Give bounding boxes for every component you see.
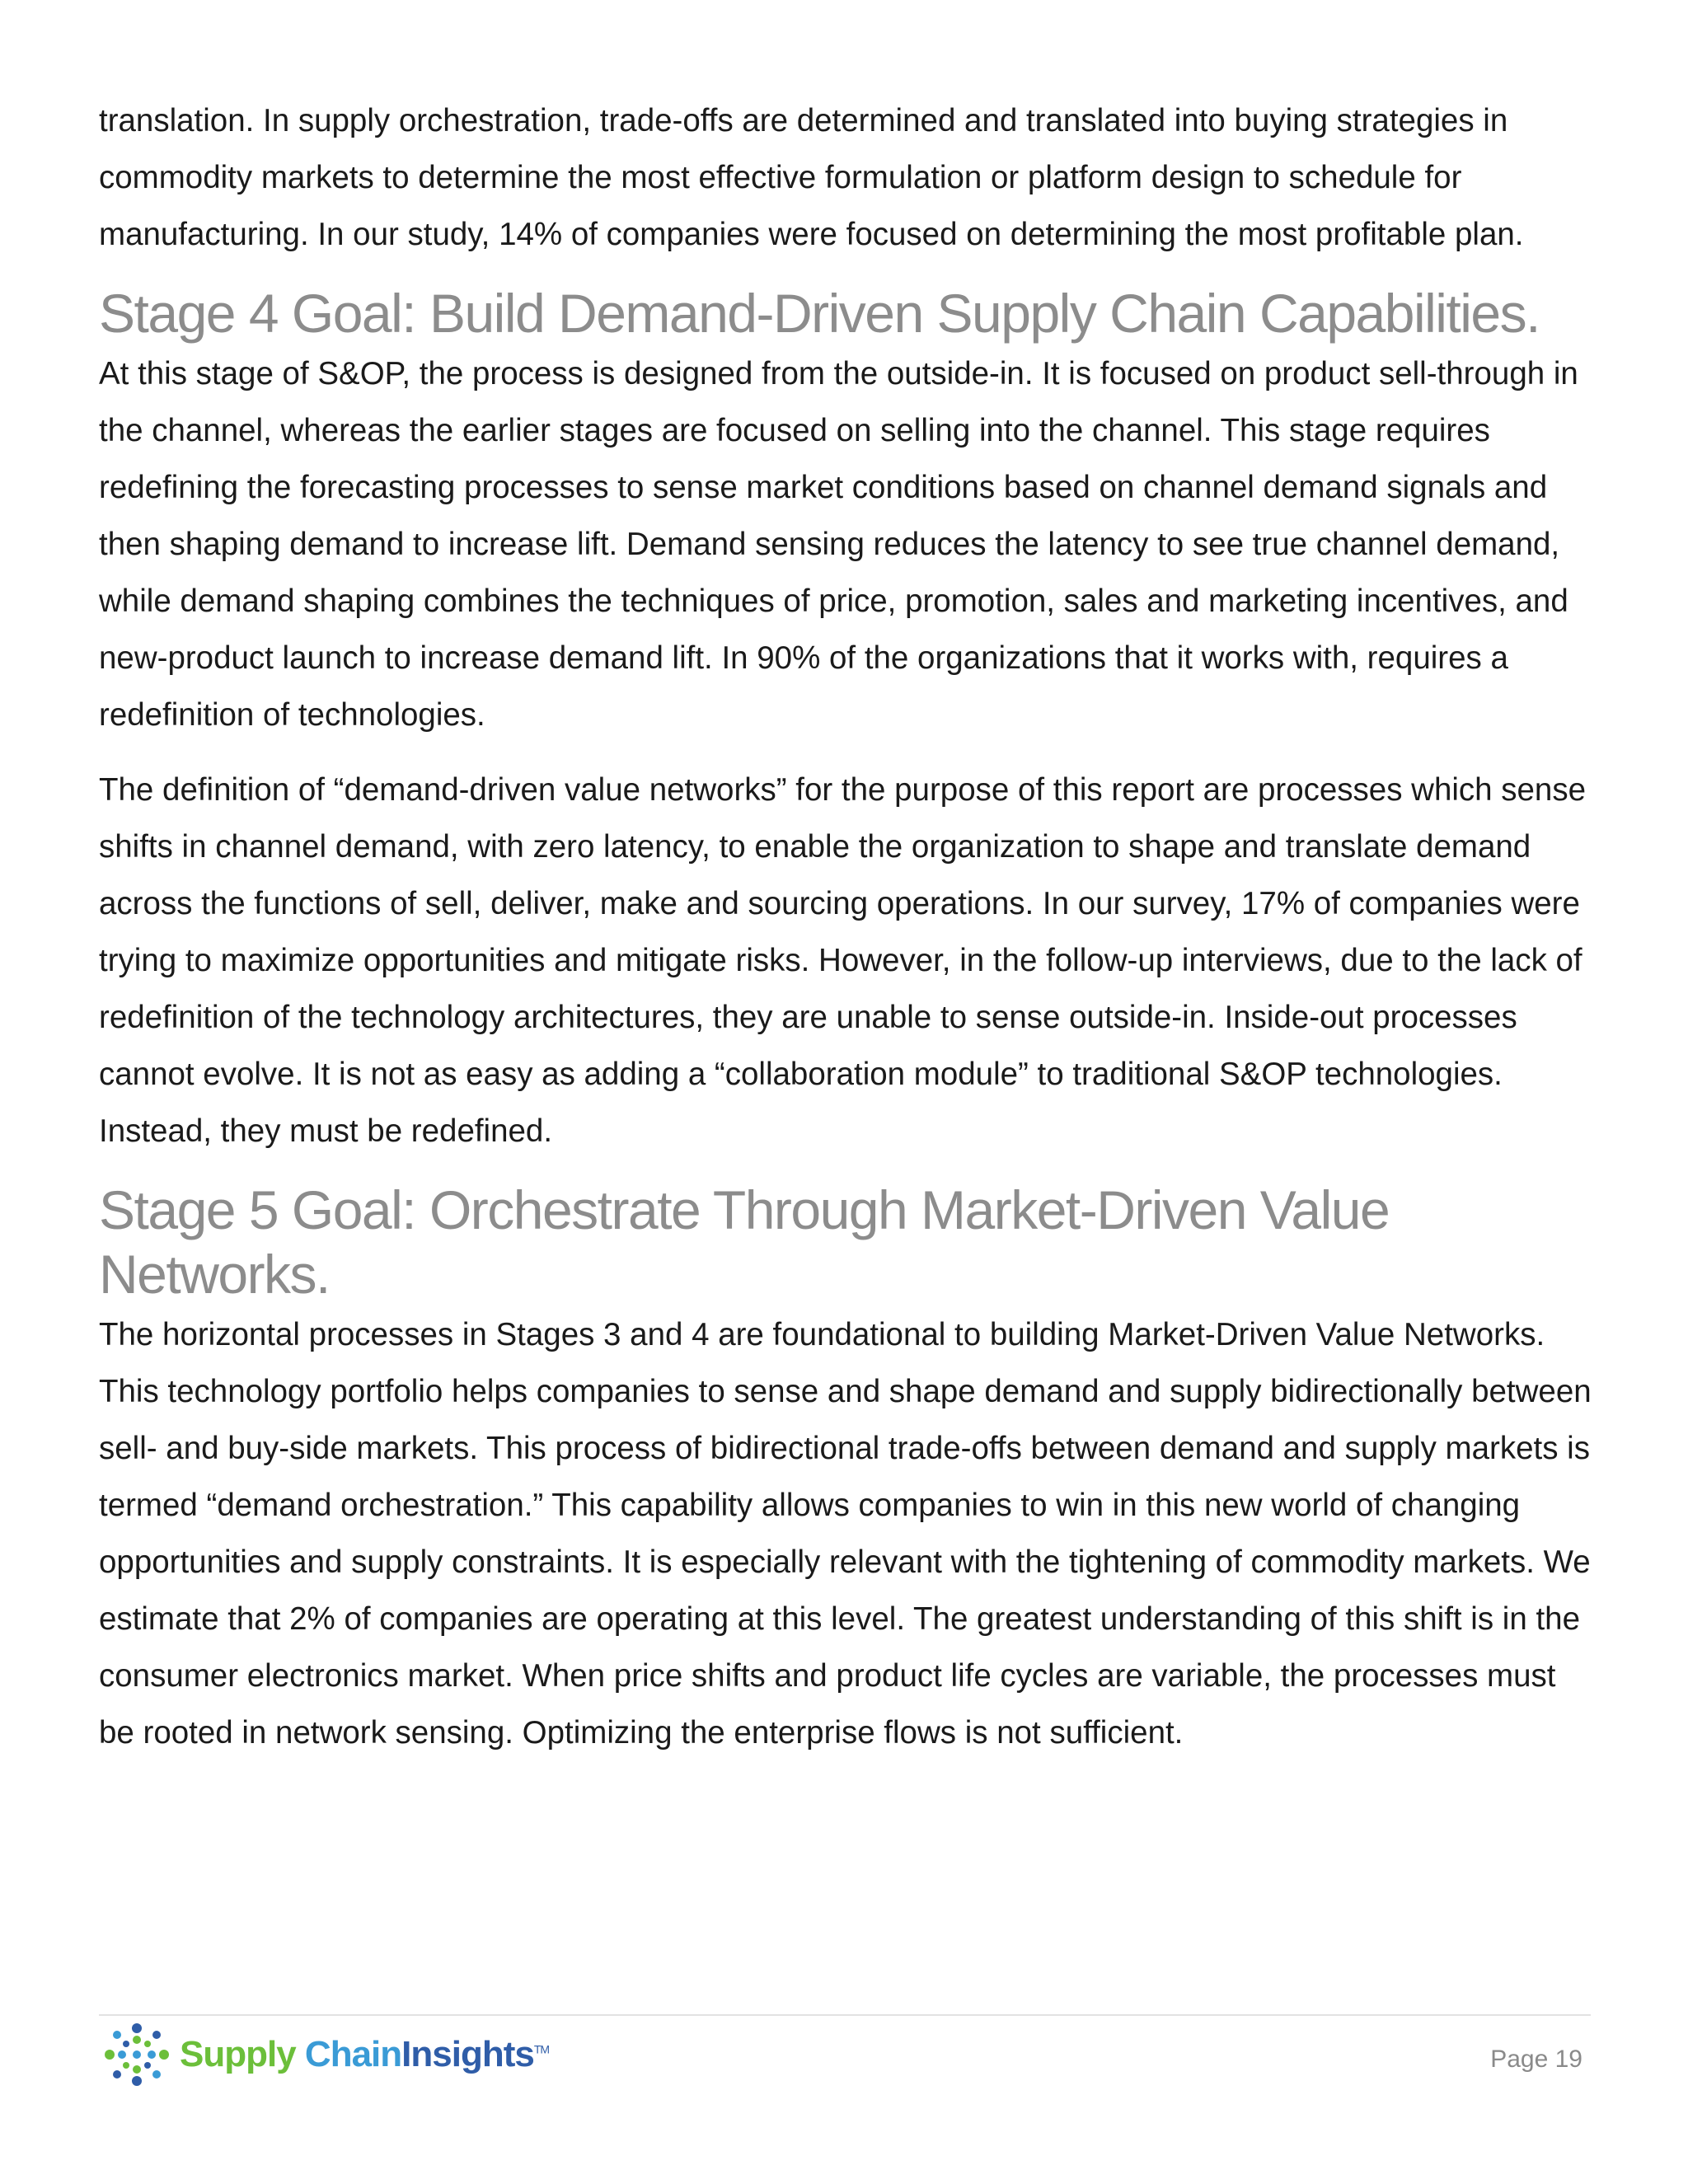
stage4-heading: Stage 4 Goal: Build Demand-Driven Supply Chain Capabilities. — [99, 283, 1540, 344]
logo-word-insights: Insights — [401, 2034, 534, 2074]
company-logo — [102, 2018, 549, 2092]
paragraph-intro: translation. In supply orchestration, trade-offs are determined and translated into buying strategies in commodity markets to determine the most effective formulation or platform design to schedule for manufacturing. In our study, 14% of companies were focused on determining the most profitable plan. — [99, 103, 1524, 252]
stage5-heading: Stage 5 Goal: Orchestrate Through Market-Driven Value Networks. — [99, 1179, 1390, 1305]
logo-word-chain: Chain — [304, 2034, 402, 2074]
footer-divider — [99, 2014, 1591, 2016]
logo-wordmark — [180, 2034, 549, 2075]
network-dots-logo-icon — [102, 2020, 171, 2089]
stage4-paragraph-1: At this stage of S&OP, the process is designed from the outside-in. It is focused on product sell-through in the channel, whereas the earlier stages are focused on selling into the channel. This stage requires redefining the forecasting processes to sense market conditions based on channel demand signals and then shaping demand to increase lift. Demand sensing reduces the latency to see true channel demand, while demand shaping combines the techniques of price, promotion, sales and marketing incentives, and new-product launch to increase demand lift. In 90% of the organizations that it works with, requires a redefinition of technologies. — [99, 356, 1578, 733]
stage4-paragraph-2: The definition of “demand-driven value networks” for the purpose of this report are processes which sense shifts in channel demand, with zero latency, to enable the organization to shape and translate demand across the functions of sell, deliver, make and sourcing operations. In our survey, 17% of companies were trying to maximize opportunities and mitigate risks. However, in the follow-up interviews, due to the lack of redefinition of the technology architectures, they are unable to sense outside-in. Inside-out processes cannot evolve. It is not as easy as adding a “collaboration module” to traditional S&OP technologies. Instead, they must be redefined. — [99, 772, 1587, 1149]
page-number: Page 19 — [1490, 2046, 1582, 2073]
logo-trademark: TM — [533, 2042, 550, 2056]
stage5-paragraph-1: The horizontal processes in Stages 3 and 4 are foundational to building Market-Driven Value Networks. This technology portfolio helps companies to sense and shape demand and supply bidirectionally between sell- and buy-side markets. This process of bidirectional trade-offs between demand and supply markets is termed “demand orchestration.” This capability allows companies to win in this new world of changing opportunities and supply constraints. It is especially relevant with the tightening of commodity markets. We estimate that 2% of companies are operating at this level. The greatest understanding of this shift is in the consumer electronics market. When price shifts and product life cycles are variable, the processes must be rooted in network sensing. Optimizing the enterprise flows is not sufficient. — [99, 1317, 1592, 1750]
logo-word-supply: Supply — [180, 2034, 296, 2074]
document-page — [99, 92, 1599, 1779]
